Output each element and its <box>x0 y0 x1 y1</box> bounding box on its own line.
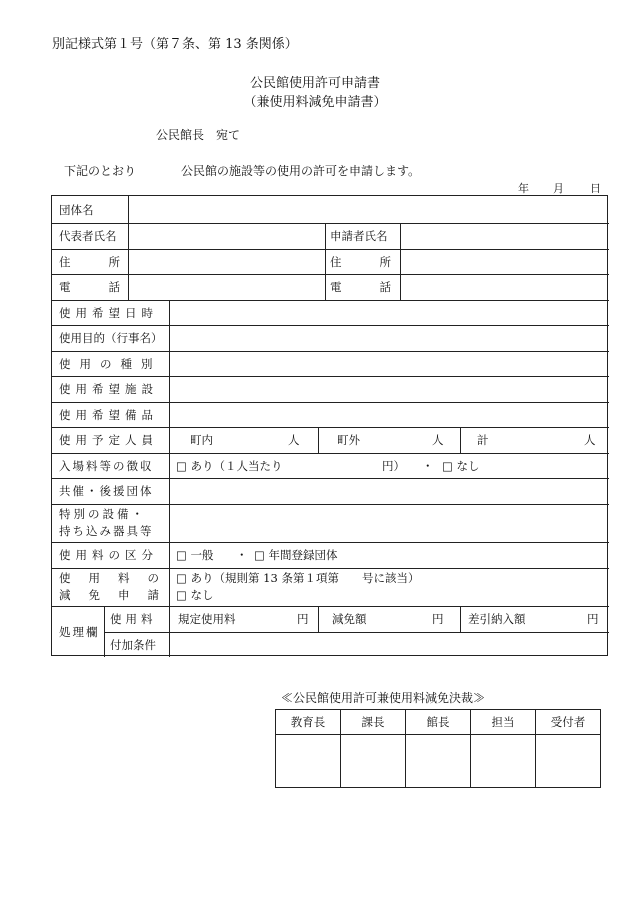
applicant-phone-field[interactable] <box>402 275 606 299</box>
approval-table <box>275 709 601 788</box>
reduction-label: 減免額 <box>332 612 367 626</box>
sponsor-label: 共催・後援団体 <box>59 484 154 498</box>
town-inside-label: 町内 <box>190 433 213 447</box>
use-datetime-field[interactable] <box>172 301 606 324</box>
town-outside-label: 町外 <box>337 433 360 447</box>
phone-field[interactable] <box>130 275 323 299</box>
town-outside-unit: 人 <box>432 433 444 447</box>
exemption-no-checkbox[interactable]: □ なし <box>176 588 214 602</box>
use-type-field[interactable] <box>172 352 606 375</box>
net-payment-yen: 円 <box>587 612 599 626</box>
purpose-field[interactable] <box>172 326 606 350</box>
use-datetime-label: 使用希望日時 <box>59 305 158 320</box>
processing-label: 処理欄 <box>59 624 100 639</box>
special-equipment-label-line2: 持ち込み器具等 <box>59 524 154 538</box>
approval-col-education-chief: 教育長 <box>290 715 326 729</box>
application-table <box>51 195 608 656</box>
town-inside-unit: 人 <box>288 433 300 447</box>
admission-no-checkbox[interactable]: □ なし <box>442 458 480 473</box>
regular-fee-label: 規定使用料 <box>178 612 236 626</box>
applicant-address-label: 住所 <box>330 254 429 269</box>
applicant-address-field[interactable] <box>402 250 606 273</box>
fee-registered-checkbox[interactable]: □ 年間登録団体 <box>254 548 338 562</box>
address-field[interactable] <box>130 250 323 273</box>
fee-class-label: 使用料の区分 <box>59 548 158 562</box>
applicant-field[interactable] <box>402 224 606 248</box>
separator-dot: ・ <box>422 458 434 473</box>
purpose-label: 使用目的（行事名） <box>59 331 163 345</box>
approval-col-section-chief: 課長 <box>361 715 385 729</box>
applicant-phone-label: 電話 <box>330 280 429 294</box>
date-year-label: 年 <box>518 182 529 195</box>
date-day-label: 日 <box>590 182 601 195</box>
sponsor-field[interactable] <box>172 479 606 503</box>
date-month-label: 月 <box>553 182 564 195</box>
total-label: 計 <box>477 433 489 447</box>
equipment-field[interactable] <box>172 403 606 426</box>
fee-sub-label: 使用料 <box>110 612 157 626</box>
intro-body: 公民館の施設等の使用の許可を申請します。 <box>181 164 421 178</box>
special-equipment-label-line1: 特別の設備・ <box>59 507 146 521</box>
fee-general-checkbox[interactable]: □ 一般 <box>176 548 214 562</box>
admission-label: 入場料等の徴収 <box>59 458 154 473</box>
special-equipment-field[interactable] <box>172 505 606 541</box>
form-number: 別記様式第１号（第７条、第 13 条関係） <box>52 37 298 52</box>
conditions-label: 付加条件 <box>110 637 156 652</box>
equipment-label: 使用希望備品 <box>59 407 158 422</box>
page-title: 公民館使用許可申請書 <box>249 76 380 91</box>
facility-field[interactable] <box>172 377 606 401</box>
address-label: 住所 <box>59 254 158 269</box>
page-subtitle: （兼使用料減免申請書） <box>243 95 387 110</box>
exemption-label-line2: 減免申請 <box>59 588 177 602</box>
conditions-field[interactable] <box>172 633 606 656</box>
approval-col-hall-director: 館長 <box>426 715 450 729</box>
approval-col-staff: 担当 <box>491 715 515 729</box>
exemption-label-line1: 使用料の <box>59 571 177 585</box>
intro-lead: 下記のとおり <box>64 164 137 178</box>
attendance-label: 使用予定人員 <box>59 433 158 447</box>
applicant-label: 申請者氏名 <box>330 229 388 243</box>
net-payment-label: 差引納入額 <box>468 612 526 626</box>
representative-label: 代表者氏名 <box>59 229 117 243</box>
admission-yen-label: 円） <box>382 458 405 473</box>
approval-title: ≪公民館使用許可兼使用料減免決裁≫ <box>281 691 486 705</box>
admission-yes-checkbox[interactable]: □ あり（１人当たり <box>176 458 283 473</box>
use-type-label: 使用の種別 <box>59 356 162 371</box>
reduction-yen: 円 <box>432 612 444 626</box>
addressee: 公民館長 宛て <box>156 128 241 142</box>
group-name-field[interactable] <box>130 197 606 222</box>
regular-fee-yen: 円 <box>297 612 309 626</box>
separator-dot: ・ <box>236 548 248 562</box>
phone-label: 電話 <box>59 280 158 294</box>
exemption-yes-checkbox[interactable]: □ あり（規則第 13 条第１項第 号に該当） <box>176 571 420 585</box>
approval-col-receptionist: 受付者 <box>550 715 586 729</box>
facility-label: 使用希望施設 <box>59 382 158 396</box>
group-name-label: 団体名 <box>59 202 94 217</box>
representative-field[interactable] <box>130 224 323 248</box>
total-unit: 人 <box>584 433 596 447</box>
